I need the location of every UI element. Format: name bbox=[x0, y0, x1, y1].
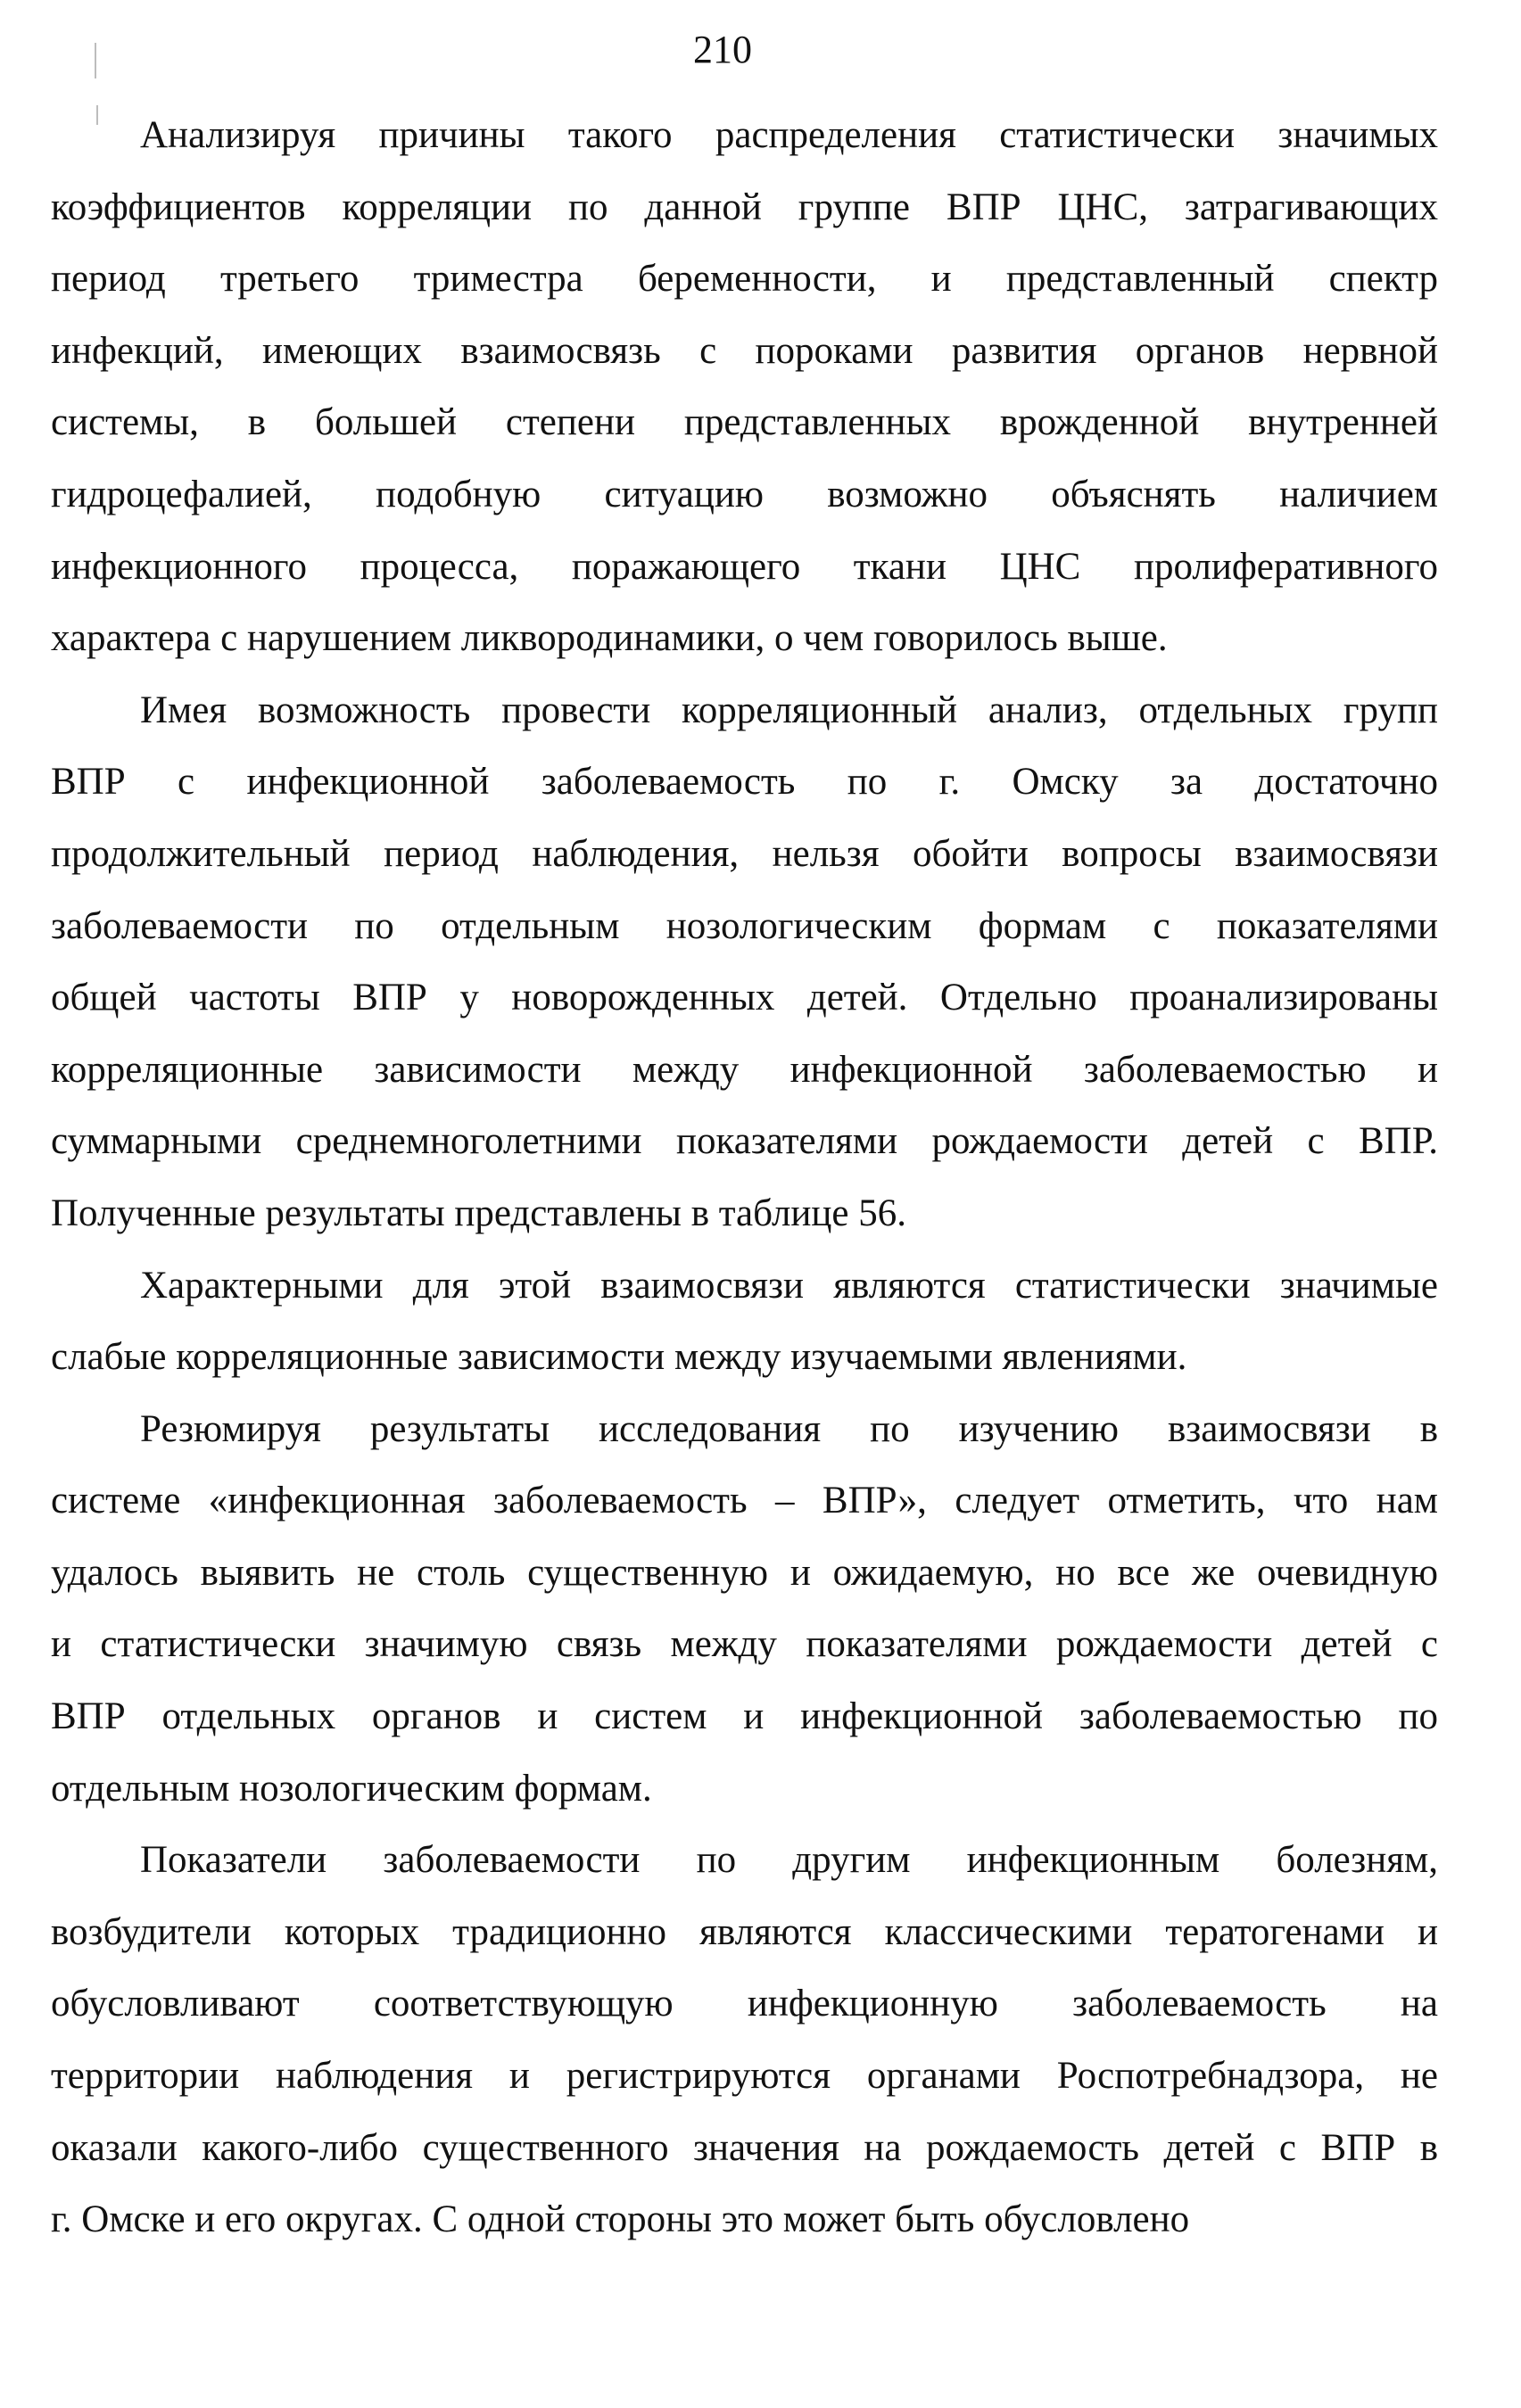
text-line: заболеваемости по отдельным нозологическим формам с показателями bbox=[51, 904, 1438, 947]
text-line: г. Омске и его округах. С одной стороны это может быть обусловлено bbox=[51, 2198, 1190, 2241]
body-text bbox=[51, 100, 1438, 2256]
text-line: гидроцефалией, подобную ситуацию возможно объяснять наличием bbox=[51, 473, 1438, 515]
text-line: Характерными для этой взаимосвязи являются статистически значимые bbox=[140, 1264, 1438, 1307]
text-line: и статистически значимую связь между показателями рождаемости детей с bbox=[51, 1623, 1438, 1666]
text-line: Анализируя причины такого распределения статистически значимых bbox=[140, 114, 1438, 156]
text-line: продолжительный период наблюдения, нельзя обойти вопросы взаимосвязи bbox=[51, 832, 1438, 875]
text-line: период третьего триместра беременности, и представленный спектр bbox=[51, 258, 1438, 301]
text-line: территории наблюдения и регистрируются органами Роспотребнадзора, не bbox=[51, 2055, 1438, 2098]
text-line: системы, в большей степени представленных врожденной внутренней bbox=[51, 401, 1438, 444]
text-line: Полученные результаты представлены в таблице 56. bbox=[51, 1192, 907, 1234]
text-line: Показатели заболеваемости по другим инфекционным болезням, bbox=[140, 1839, 1438, 1882]
text-line: оказали какого-либо существенного значения на рождаемость детей с ВПР в bbox=[51, 2126, 1438, 2169]
text-line: обусловливают соответствующую инфекционную заболеваемость на bbox=[51, 1983, 1438, 2025]
text-line: характера с нарушением ликвородинамики, о чем говорилось выше. bbox=[51, 617, 1168, 660]
text-line: инфекций, имеющих взаимосвязь с пороками развития органов нервной bbox=[51, 329, 1438, 372]
text-line: системе «инфекционная заболеваемость – ВПР», следует отметить, что нам bbox=[51, 1480, 1438, 1522]
text-line: отдельным нозологическим формам. bbox=[51, 1767, 652, 1810]
text-line: суммарными среднемноголетними показателями рождаемости детей с ВПР. bbox=[51, 1120, 1438, 1163]
text-line: коэффициентов корреляции по данной группе ВПР ЦНС, затрагивающих bbox=[51, 186, 1438, 228]
text-line: Резюмируя результаты исследования по изучению взаимосвязи в bbox=[140, 1407, 1438, 1450]
text-line: удалось выявить не столь существенную и ожидаемую, но все же очевидную bbox=[51, 1551, 1438, 1594]
page-number: 210 bbox=[693, 28, 752, 71]
text-line: Имея возможность провести корреляционный анализ, отдельных групп bbox=[140, 689, 1438, 731]
text-line: ВПР с инфекционной заболеваемость по г. Омску за достаточно bbox=[51, 761, 1438, 804]
text-line: корреляционные зависимости между инфекционной заболеваемостью и bbox=[51, 1048, 1438, 1091]
text-line: слабые корреляционные зависимости между изучаемыми явлениями. bbox=[51, 1336, 1187, 1379]
text-line: ВПР отдельных органов и систем и инфекционной заболеваемостью по bbox=[51, 1695, 1438, 1738]
text-line: возбудители которых традиционно являются классическими тератогенами и bbox=[51, 1910, 1438, 1953]
text-line: инфекционного процесса, поражающего ткани ЦНС пролиферативного bbox=[51, 545, 1438, 588]
text-line: общей частоты ВПР у новорожденных детей. Отдельно проанализированы bbox=[51, 977, 1438, 1019]
